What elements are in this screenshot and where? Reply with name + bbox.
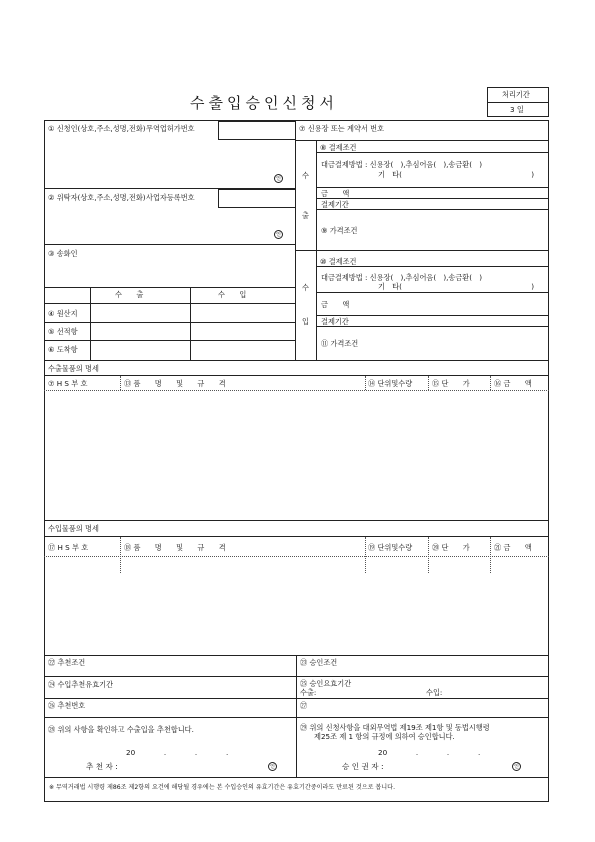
recommend-cond-label: ㉒ 추천조건 [48, 658, 86, 667]
recommend-date-line: 20 . . . [126, 748, 229, 757]
origin-row: ④ 원산지 [48, 309, 78, 318]
import-goods-section-title: 수입물품의 명세 [48, 524, 99, 533]
recommender-seal: 인 [268, 762, 277, 771]
export-payment-method: 대금결제방법 : 신용장( ),추심어음( ),송금환( ) [321, 160, 483, 169]
lc-contract-no-label: ⑦ 신용장 또는 계약서 번호 [299, 124, 385, 133]
applicant-label: ① 신청인(상호,주소,성명,전화) [48, 124, 146, 133]
applicant-seal: 인 [274, 174, 283, 183]
biz-reg-no-label: 사업자등록번호 [146, 193, 195, 202]
import-period-label: 결제기간 [321, 317, 349, 326]
import-amount-header: ㉑ 금 액 [494, 543, 532, 552]
form-title: 수출입승인신청서 [190, 94, 338, 112]
footnote: ※ 무역거래법 시행령 제86조 제2항의 요건에 해당될 경우에는 본 수입승인의 유효기간은 유효기간중이라도 만료된 것으로 봅니다. [49, 784, 396, 791]
trade-license-no-label: 무역업허가번호 [146, 124, 195, 133]
export-item-desc-header: ⑬ 품 명 및 규 격 [124, 379, 226, 388]
approval-cond-label: ㉓ 승인조건 [300, 658, 338, 667]
import-payment-method: 대금결제방법 : 신용장( ),추심어음( ),송금환( ) [321, 273, 483, 282]
export-settlement-cond-label: ⑧ 결제조건 [320, 143, 357, 152]
import-settlement-cond-label: ⑩ 결제조건 [320, 257, 357, 266]
import-item-desc-header: ⑱ 품 명 및 규 격 [124, 543, 226, 552]
loading-port-row: ⑤ 선적항 [48, 327, 78, 336]
export-hs-code-header: ⑦ H S 부 호 [48, 379, 88, 388]
approval-validity-export: 수출: [300, 688, 317, 697]
export-period-label: 결제기간 [321, 200, 349, 209]
export-goods-section-title: 수출물품의 명세 [48, 364, 99, 373]
import-recommend-validity-label: ㉔ 수입추천유효기간 [48, 680, 114, 689]
import-unit-price-header: ⑳ 단 가 [432, 543, 470, 552]
import-qty-header: ⑲ 단위및수량 [368, 543, 413, 552]
recommender-label: 추 천 자 : [86, 762, 118, 771]
import-side-char-1: 수 [302, 283, 309, 292]
origin-export-header: 수 출 [115, 290, 144, 299]
approval-date-line: 20 . . . [378, 748, 481, 757]
export-price-cond-label: ⑨ 가격조건 [321, 226, 358, 235]
misc-label: ㉗ [300, 701, 308, 710]
import-goods-area[interactable] [45, 557, 548, 654]
import-amount-label: 금 액 [321, 300, 350, 309]
approve-text-line-1: ㉙ 위의 신청사항을 대외무역법 제19조 제1항 및 동법시행령 [300, 723, 490, 732]
export-unit-price-header: ⑮ 단 가 [432, 379, 470, 388]
export-side-char-2: 출 [302, 211, 309, 220]
processing-period-label: 처리기간 [502, 90, 530, 99]
biz-reg-no-field[interactable] [218, 189, 296, 208]
export-amount-header: ⑯ 금 액 [494, 379, 532, 388]
approve-text-line-2: 제25조 제 1 항의 규정에 의하여 승인합니다. [314, 732, 455, 741]
export-side-char-1: 수 [302, 171, 309, 180]
approver-seal: 인 [512, 762, 521, 771]
export-qty-header: ⑭ 단위및수량 [368, 379, 413, 388]
recommend-no-label: ㉖ 추천번호 [48, 701, 86, 710]
consignor-seal: 인 [274, 230, 283, 239]
consignee-label: ③ 송화인 [48, 249, 78, 258]
trade-license-no-field[interactable] [218, 121, 296, 140]
confirm-recommend-text: ㉘ 위의 사항을 확인하고 수출입을 추천합니다. [48, 725, 194, 734]
approval-validity-import: 수입: [426, 688, 443, 697]
approver-label: 승 인 권 자 : [342, 762, 384, 771]
import-side-char-2: 입 [302, 317, 309, 326]
import-payment-other: 기 타( ) [378, 282, 535, 291]
export-amount-label: 금 액 [321, 189, 350, 198]
consignor-label: ② 위탁자(상호,주소,성명,전화) [48, 193, 146, 202]
origin-import-header: 수 입 [218, 290, 247, 299]
export-goods-area[interactable] [45, 391, 548, 519]
import-hs-code-header: ⑰ H S 부 호 [48, 543, 89, 552]
processing-period-value: 3 일 [510, 105, 524, 114]
export-payment-other: 기 타( ) [378, 170, 535, 179]
destination-port-row: ⑥ 도착항 [48, 345, 78, 354]
approval-validity-label: ㉕ 승인요효기간 [300, 679, 352, 688]
import-price-cond-label: ⑪ 가격조건 [321, 339, 359, 348]
